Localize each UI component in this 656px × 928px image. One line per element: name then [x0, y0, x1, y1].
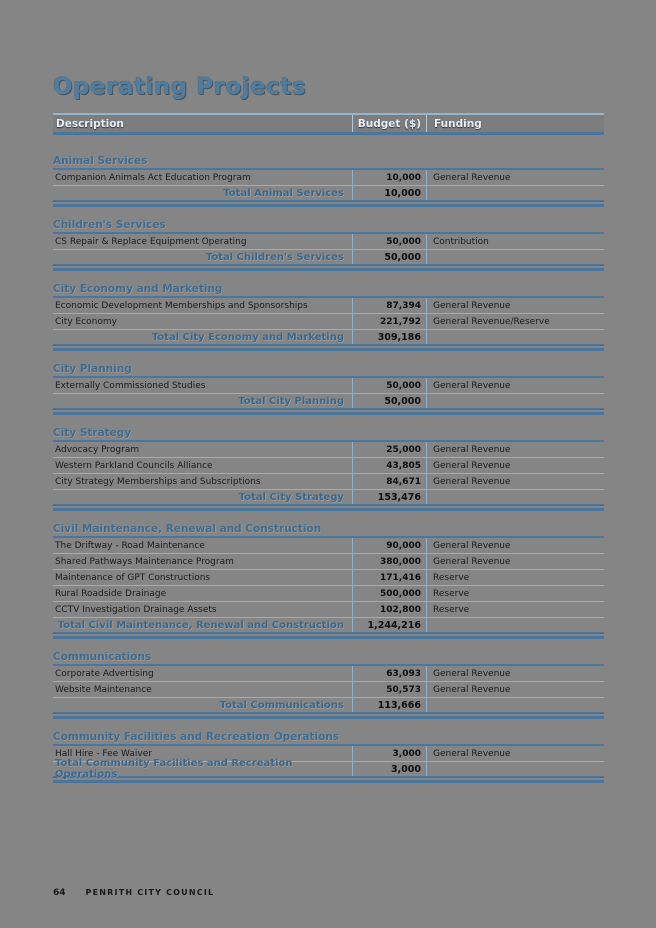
table-row [53, 474, 604, 490]
section-total-row [53, 186, 604, 202]
section-header: Children's Services [53, 219, 604, 234]
table-row [53, 378, 604, 394]
section-total-label: Total Civil Maintenance, Renewal and Construction [57, 619, 344, 631]
section-total-funding [426, 250, 604, 264]
section-header: City Strategy [53, 427, 604, 442]
section-total-label: Total City Planning [238, 395, 344, 407]
row-description: Companion Animals Act Education Program [55, 172, 251, 183]
row-funding: Contribution [426, 234, 604, 249]
row-description: City Economy [55, 316, 117, 327]
row-description: Hall Hire - Fee Waiver [55, 748, 152, 759]
table-row [53, 458, 604, 474]
section-header: City Planning [53, 363, 604, 378]
row-budget: 221,792 [352, 314, 426, 329]
page-number: 64 [53, 888, 66, 898]
table-row [53, 442, 604, 458]
row-funding: Reserve [426, 602, 604, 617]
section-total-row [53, 618, 604, 634]
table-section [53, 523, 604, 639]
row-budget: 50,000 [352, 234, 426, 249]
section-total-row [53, 490, 604, 506]
table-sections [53, 155, 604, 783]
section-total-value: 153,476 [352, 490, 426, 504]
row-description: City Strategy Memberships and Subscriptions [55, 476, 261, 487]
table-row [53, 602, 604, 618]
section-total-value: 50,000 [352, 250, 426, 264]
row-funding: General Revenue [426, 474, 604, 489]
table-row [53, 538, 604, 554]
section-total-label: Total Community Facilities and Recreation Operations [55, 758, 293, 780]
section-total-funding [426, 762, 604, 776]
section-total-funding [426, 330, 604, 344]
section-total-funding [426, 698, 604, 712]
row-funding: General Revenue [426, 442, 604, 457]
row-funding: General Revenue/Reserve [426, 314, 604, 329]
table-row [53, 234, 604, 250]
section-header: Animal Services [53, 155, 604, 170]
column-header-description: Description [56, 117, 124, 130]
row-description: Corporate Advertising [55, 668, 154, 679]
table-row [53, 314, 604, 330]
section-total-funding [426, 618, 604, 632]
row-funding: Reserve [426, 586, 604, 601]
section-total-label: Total City Strategy [238, 491, 344, 503]
column-header-budget: Budget ($) [352, 115, 426, 132]
section-total-funding [426, 490, 604, 504]
section-total-value: 1,244,216 [352, 618, 426, 632]
row-description: The Driftway - Road Maintenance [55, 540, 205, 551]
row-budget: 84,671 [352, 474, 426, 489]
section-total-row [53, 698, 604, 714]
table-section [53, 651, 604, 719]
row-budget: 3,000 [352, 746, 426, 761]
row-budget: 171,416 [352, 570, 426, 585]
table-section [53, 427, 604, 511]
row-description: Advocacy Program [55, 444, 140, 455]
section-total-value: 3,000 [352, 762, 426, 776]
row-funding: Reserve [426, 570, 604, 585]
row-description: Maintenance of GPT Constructions [55, 572, 211, 583]
document-page [53, 0, 604, 795]
section-total-row [53, 758, 604, 780]
row-description: Website Maintenance [55, 684, 152, 695]
table-row [53, 682, 604, 698]
row-funding: General Revenue [426, 538, 604, 553]
section-total-row [53, 394, 604, 410]
table-row [53, 666, 604, 682]
table-section [53, 363, 604, 415]
table-section [53, 731, 604, 783]
table-section [53, 283, 604, 351]
section-total-value: 10,000 [352, 186, 426, 200]
row-description: Externally Commissioned Studies [55, 380, 206, 391]
row-budget: 380,000 [352, 554, 426, 569]
row-description: Rural Roadside Drainage [55, 588, 167, 599]
row-funding: General Revenue [426, 458, 604, 473]
row-budget: 90,000 [352, 538, 426, 553]
row-funding: General Revenue [426, 746, 604, 761]
page-title: Operating Projects [53, 74, 307, 100]
row-budget: 102,800 [352, 602, 426, 617]
row-description: CS Repair & Replace Equipment Operating [55, 236, 247, 247]
section-total-label: Total City Economy and Marketing [151, 331, 344, 343]
row-budget: 25,000 [352, 442, 426, 457]
org-name: PENRITH CITY COUNCIL [85, 888, 215, 897]
table-row [53, 170, 604, 186]
section-header: City Economy and Marketing [53, 283, 604, 298]
row-budget: 500,000 [352, 586, 426, 601]
row-budget: 50,000 [352, 378, 426, 393]
row-funding: General Revenue [426, 298, 604, 313]
section-total-row [53, 250, 604, 266]
row-funding: General Revenue [426, 554, 604, 569]
table-section [53, 155, 604, 207]
section-header: Community Facilities and Recreation Operations [53, 731, 604, 746]
table-row [53, 570, 604, 586]
row-description: Shared Pathways Maintenance Program [55, 556, 234, 567]
table-row [53, 298, 604, 314]
row-funding: General Revenue [426, 378, 604, 393]
row-description: Economic Development Memberships and Sponsorships [55, 300, 308, 311]
row-funding: General Revenue [426, 170, 604, 185]
table-row [53, 554, 604, 570]
table-section [53, 219, 604, 271]
section-total-label: Total Communications [219, 699, 344, 711]
section-total-value: 113,666 [352, 698, 426, 712]
row-description: CCTV Investigation Drainage Assets [55, 604, 217, 615]
section-header: Civil Maintenance, Renewal and Construction [53, 523, 604, 538]
column-header-funding: Funding [426, 115, 604, 132]
page-footer [53, 888, 214, 898]
table-header-row [53, 113, 604, 135]
section-total-label: Total Animal Services [223, 187, 344, 199]
section-total-label: Total Children's Services [205, 251, 344, 263]
row-budget: 10,000 [352, 170, 426, 185]
row-budget: 50,573 [352, 682, 426, 697]
row-budget: 63,093 [352, 666, 426, 681]
section-total-funding [426, 186, 604, 200]
row-description: Western Parkland Councils Alliance [55, 460, 213, 471]
row-budget: 43,805 [352, 458, 426, 473]
row-funding: General Revenue [426, 682, 604, 697]
section-header: Communications [53, 651, 604, 666]
section-total-funding [426, 394, 604, 408]
table-row [53, 586, 604, 602]
section-total-value: 50,000 [352, 394, 426, 408]
section-total-row [53, 330, 604, 346]
row-funding: General Revenue [426, 666, 604, 681]
row-budget: 87,394 [352, 298, 426, 313]
section-total-value: 309,186 [352, 330, 426, 344]
